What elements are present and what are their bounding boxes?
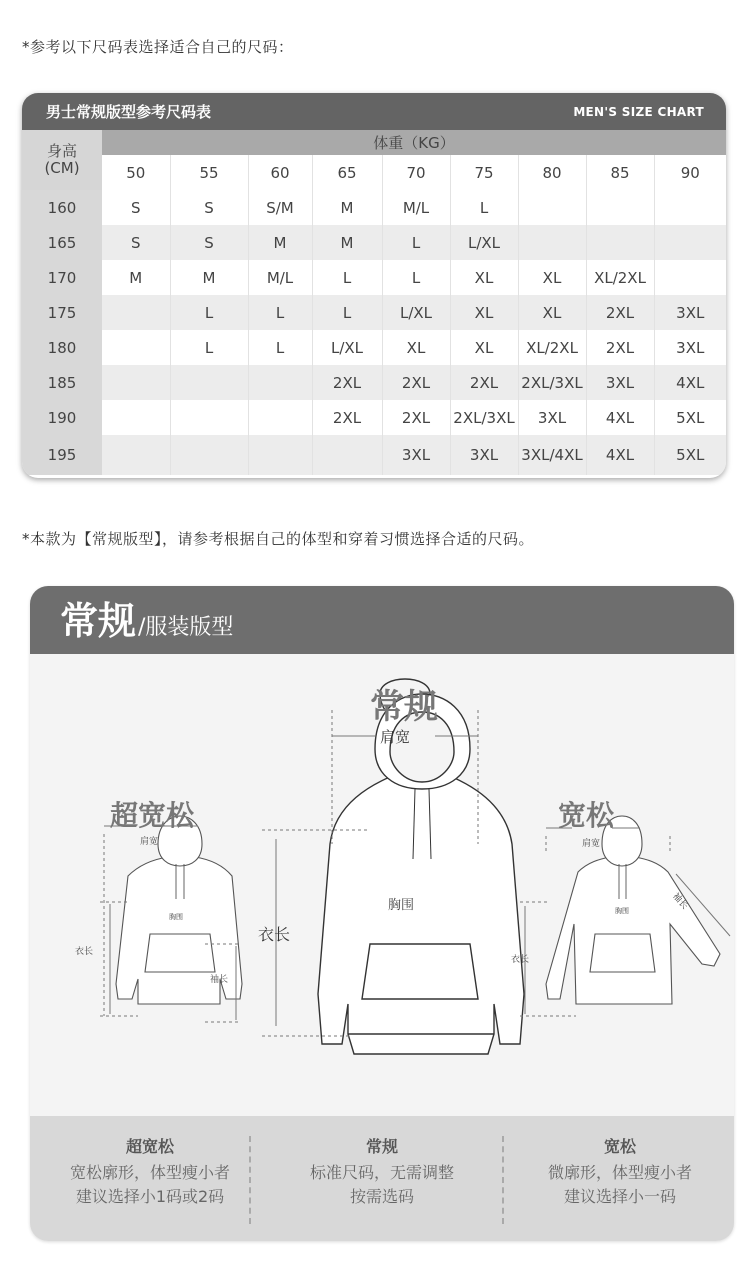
size-cell: L bbox=[382, 225, 450, 260]
loose-hoodie-icon bbox=[546, 816, 720, 1004]
table-row bbox=[22, 400, 726, 435]
size-cell: 2XL bbox=[586, 295, 654, 330]
size-cell: L bbox=[312, 260, 382, 295]
left-chest-label: 胸围 bbox=[169, 913, 183, 921]
size-cell: M bbox=[102, 260, 170, 295]
fit-note: *本款为【常规版型】，请参考根据自己的体型和穿着习惯选择合适的尺码。 bbox=[22, 530, 535, 548]
size-cell: XL bbox=[450, 295, 518, 330]
size-cell: M bbox=[248, 225, 312, 260]
size-cell bbox=[654, 225, 726, 260]
size-cell: 2XL bbox=[382, 365, 450, 400]
size-cell: 3XL bbox=[654, 295, 726, 330]
size-cell: 2XL bbox=[450, 365, 518, 400]
size-table bbox=[22, 130, 726, 475]
size-cell: XL bbox=[382, 330, 450, 365]
table-row bbox=[22, 365, 726, 400]
size-cell: 4XL bbox=[586, 400, 654, 435]
fit-header bbox=[30, 586, 734, 654]
height-value: 175 bbox=[22, 295, 102, 330]
size-cell bbox=[248, 400, 312, 435]
size-cell bbox=[248, 365, 312, 400]
size-cell bbox=[170, 400, 248, 435]
size-cell bbox=[586, 190, 654, 225]
size-cell: 3XL/4XL bbox=[518, 435, 586, 475]
fit-header-subtitle: /服装版型 bbox=[138, 615, 234, 640]
size-cell bbox=[248, 435, 312, 475]
size-cell: XL bbox=[518, 295, 586, 330]
size-cell: L bbox=[312, 295, 382, 330]
size-cell: L bbox=[170, 330, 248, 365]
size-cell bbox=[518, 190, 586, 225]
fit-desc-line: 建议选择小一码 bbox=[563, 1187, 676, 1206]
fit-desc-oversized bbox=[35, 1134, 265, 1209]
fit-desc-line: 建议选择小1码或2码 bbox=[75, 1187, 225, 1206]
size-cell: 2XL bbox=[312, 400, 382, 435]
height-value: 160 bbox=[22, 190, 102, 225]
size-cell: L/XL bbox=[450, 225, 518, 260]
table-row bbox=[22, 330, 726, 365]
size-cell: XL bbox=[450, 330, 518, 365]
right-shoulder-label: 肩宽 bbox=[582, 839, 601, 849]
height-value: 195 bbox=[22, 435, 102, 475]
size-cell: L bbox=[382, 260, 450, 295]
size-cell bbox=[518, 225, 586, 260]
size-cell: L bbox=[248, 330, 312, 365]
size-cell: 3XL bbox=[654, 330, 726, 365]
size-cell bbox=[654, 190, 726, 225]
weight-header: 体重（KG） bbox=[102, 130, 726, 155]
size-cell: L/XL bbox=[382, 295, 450, 330]
height-value: 185 bbox=[22, 365, 102, 400]
right-chest-label: 胸围 bbox=[615, 907, 629, 915]
left-length-label: 衣长 bbox=[75, 947, 94, 957]
center-length-label: 衣长 bbox=[258, 925, 291, 944]
weight-value: 60 bbox=[248, 155, 312, 190]
weight-label-row bbox=[22, 130, 726, 155]
size-chart-title: 男士常规版型参考尺码表 bbox=[46, 103, 212, 121]
size-cell: S bbox=[170, 225, 248, 260]
fit-description-bar bbox=[30, 1116, 734, 1241]
size-cell: S/M bbox=[248, 190, 312, 225]
center-chest-label: 胸围 bbox=[388, 898, 415, 913]
table-row bbox=[22, 225, 726, 260]
size-cell: 2XL/3XL bbox=[518, 365, 586, 400]
left-fit-title: 超宽松 bbox=[110, 799, 195, 832]
size-cell: 3XL bbox=[518, 400, 586, 435]
height-value: 165 bbox=[22, 225, 102, 260]
fit-desc-line: 宽松廓形，体型瘦小者 bbox=[69, 1163, 230, 1182]
center-shoulder-label: 肩宽 bbox=[380, 728, 411, 746]
size-note-top: *参考以下尺码表选择适合自己的尺码： bbox=[22, 38, 294, 56]
size-cell bbox=[102, 295, 170, 330]
size-cell: 2XL bbox=[382, 400, 450, 435]
weight-value: 80 bbox=[518, 155, 586, 190]
table-row bbox=[22, 295, 726, 330]
size-cell: 2XL/3XL bbox=[450, 400, 518, 435]
size-cell: XL bbox=[450, 260, 518, 295]
fit-illustration-area bbox=[30, 654, 734, 1116]
right-fit-title: 宽松 bbox=[558, 799, 615, 832]
weight-value: 75 bbox=[450, 155, 518, 190]
fit-desc-line: 标准尺码，无需调整 bbox=[309, 1163, 454, 1182]
weight-values-row bbox=[22, 155, 726, 190]
fit-desc-divider bbox=[249, 1136, 251, 1224]
size-cell: S bbox=[170, 190, 248, 225]
left-shoulder-label: 肩宽 bbox=[140, 837, 159, 847]
size-cell: M bbox=[170, 260, 248, 295]
height-value: 170 bbox=[22, 260, 102, 295]
size-cell bbox=[586, 225, 654, 260]
size-cell: S bbox=[102, 225, 170, 260]
size-chart-card bbox=[22, 93, 726, 478]
size-cell bbox=[102, 435, 170, 475]
fit-desc-line: 微廓形，体型瘦小者 bbox=[547, 1163, 692, 1182]
size-cell: 3XL bbox=[450, 435, 518, 475]
weight-value: 55 bbox=[170, 155, 248, 190]
height-header-line2: (CM) bbox=[44, 159, 80, 177]
size-cell: XL/2XL bbox=[518, 330, 586, 365]
size-cell: 5XL bbox=[654, 400, 726, 435]
size-chart-title-en: MEN'S SIZE CHART bbox=[573, 104, 704, 119]
size-cell: 4XL bbox=[586, 435, 654, 475]
left-sleeve-label: 袖长 bbox=[210, 975, 229, 985]
size-cell bbox=[170, 435, 248, 475]
height-value: 190 bbox=[22, 400, 102, 435]
size-cell: XL/2XL bbox=[586, 260, 654, 295]
size-cell: 4XL bbox=[654, 365, 726, 400]
size-cell: 5XL bbox=[654, 435, 726, 475]
table-row bbox=[22, 260, 726, 295]
size-cell: L bbox=[450, 190, 518, 225]
size-cell: 3XL bbox=[586, 365, 654, 400]
size-cell: 2XL bbox=[586, 330, 654, 365]
size-cell: 2XL bbox=[312, 365, 382, 400]
size-cell: 3XL bbox=[382, 435, 450, 475]
right-sleeve-label: 袖长 bbox=[670, 891, 690, 912]
regular-hoodie-icon bbox=[318, 679, 524, 1054]
fit-card bbox=[30, 586, 734, 1241]
size-cell: L/XL bbox=[312, 330, 382, 365]
table-row bbox=[22, 190, 726, 225]
right-length-label: 衣长 bbox=[511, 955, 530, 965]
fit-header-title: 常规 bbox=[60, 599, 137, 643]
fit-desc-title: 宽松 bbox=[603, 1137, 636, 1156]
center-fit-title: 常规 bbox=[370, 687, 438, 727]
size-cell bbox=[102, 330, 170, 365]
fit-desc-title: 超宽松 bbox=[125, 1137, 174, 1156]
size-cell bbox=[102, 400, 170, 435]
fit-desc-divider bbox=[502, 1136, 504, 1224]
size-cell: M/L bbox=[382, 190, 450, 225]
fit-desc-regular bbox=[267, 1134, 497, 1209]
weight-value: 65 bbox=[312, 155, 382, 190]
size-cell bbox=[312, 435, 382, 475]
size-cell: L bbox=[170, 295, 248, 330]
weight-value: 50 bbox=[102, 155, 170, 190]
size-cell: M bbox=[312, 225, 382, 260]
size-cell: XL bbox=[518, 260, 586, 295]
size-chart-header bbox=[22, 93, 726, 130]
fit-desc-title: 常规 bbox=[365, 1137, 398, 1156]
size-cell bbox=[654, 260, 726, 295]
fit-desc-line: 按需选码 bbox=[349, 1187, 414, 1206]
height-header-line1: 身高 bbox=[46, 142, 77, 160]
size-cell: S bbox=[102, 190, 170, 225]
weight-value: 85 bbox=[586, 155, 654, 190]
fit-desc-loose bbox=[505, 1134, 734, 1209]
weight-value: 90 bbox=[654, 155, 726, 190]
size-cell bbox=[102, 365, 170, 400]
size-cell: M/L bbox=[248, 260, 312, 295]
size-cell: M bbox=[312, 190, 382, 225]
weight-value: 70 bbox=[382, 155, 450, 190]
size-cell: L bbox=[248, 295, 312, 330]
size-cell bbox=[170, 365, 248, 400]
height-header bbox=[22, 130, 102, 190]
table-row bbox=[22, 435, 726, 475]
height-value: 180 bbox=[22, 330, 102, 365]
